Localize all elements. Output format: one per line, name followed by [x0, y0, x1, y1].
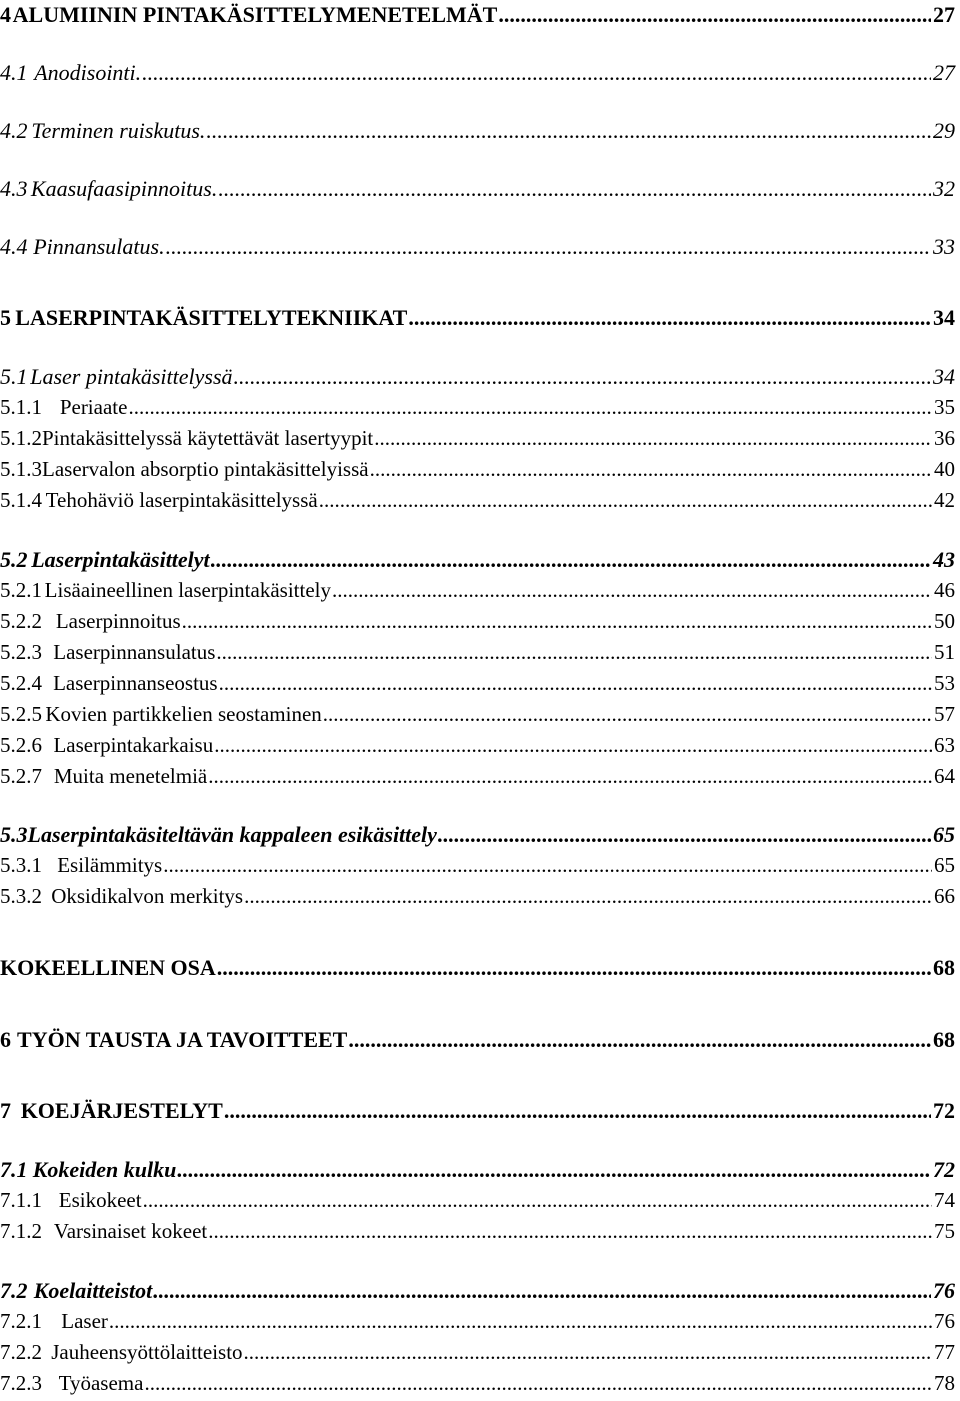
toc-entry-title: Koelaitteistot: [33, 1278, 153, 1303]
toc-entry-page: 76: [934, 1309, 955, 1333]
toc-entry-number: 5.3: [0, 822, 28, 847]
toc-entry-title: Varsinaiset kokeet: [53, 1219, 208, 1243]
toc-entry-page: 51: [934, 640, 955, 664]
dot-leader: [211, 547, 931, 573]
toc-entry-number: 7.1.2: [0, 1219, 42, 1243]
dot-leader: [319, 488, 932, 513]
toc-entry-page: 76: [933, 1278, 955, 1303]
toc-entry-title: Terminen ruiskutus.: [31, 118, 206, 143]
toc-entry-page: 78: [934, 1371, 955, 1395]
dot-leader: [208, 764, 932, 789]
toc-entry-number: 7.2.1: [0, 1309, 42, 1333]
dot-leader: [182, 609, 932, 634]
dot-leader: [332, 578, 932, 603]
toc-entry-title: Työasema: [58, 1371, 144, 1395]
toc-entry-page: 65: [934, 853, 955, 877]
toc-entry-number: 5.1.2: [0, 426, 42, 450]
toc-entry-page: 77: [934, 1340, 955, 1364]
dot-leader: [208, 1219, 932, 1244]
toc-entry-title: Anodisointi.: [34, 60, 142, 85]
toc-entry-title: Pinnansulatus.: [33, 234, 165, 259]
toc-entry-number: 5.2: [0, 547, 28, 572]
toc-entry-number: 5.3.1: [0, 853, 42, 877]
toc-entry[interactable]: [0, 578, 955, 603]
dot-leader: [498, 2, 931, 28]
toc-entry-page: 74: [934, 1188, 955, 1212]
toc-entry-page: 32: [933, 176, 955, 201]
toc-entry-number: 5.2.1: [0, 578, 42, 602]
toc-entry-number: 5.1.4: [0, 488, 42, 512]
toc-entry[interactable]: [0, 305, 955, 331]
toc-entry-page: 36: [934, 426, 955, 450]
toc-entry-page: 27: [933, 60, 955, 85]
toc-entry[interactable]: [0, 1371, 955, 1396]
toc-entry-title: Jauheensyöttölaitteisto: [51, 1340, 243, 1364]
toc-entry[interactable]: [0, 1027, 955, 1053]
toc-entry[interactable]: [0, 702, 955, 727]
toc-entry[interactable]: [0, 733, 955, 758]
toc-entry-title: LASERPINTAKÄSITTELYTEKNIIKAT: [15, 305, 408, 330]
toc-entry-number: 5.2.4: [0, 671, 42, 695]
toc-entry-page: 46: [934, 578, 955, 602]
dot-leader: [323, 702, 932, 727]
dot-leader: [142, 60, 931, 86]
toc-entry-page: 27: [933, 2, 955, 27]
dot-leader: [177, 1157, 931, 1183]
toc-entry-title: Kokeiden kulku: [32, 1157, 177, 1182]
toc-entry-number: 5.2.5: [0, 702, 42, 726]
toc-entry-title: Laserpinnansulatus: [53, 640, 216, 664]
toc-entry-number: 7.2.2: [0, 1340, 42, 1364]
toc-entry-page: 34: [933, 364, 955, 389]
toc-entry[interactable]: [0, 609, 955, 634]
toc-entry-page: 66: [934, 884, 955, 908]
toc-entry-page: 42: [934, 488, 955, 512]
toc-entry[interactable]: [0, 884, 955, 909]
toc-entry-title: Esilämmitys: [57, 853, 163, 877]
toc-entry-page: 68: [933, 955, 955, 980]
toc-entry-number: 4.4: [0, 234, 28, 259]
toc-entry-number: 5.2.2: [0, 609, 42, 633]
toc-entry-number: 5.2.7: [0, 764, 42, 788]
toc-entry-number: 7.1: [0, 1157, 28, 1182]
toc-entry-title: Periaate: [59, 395, 128, 419]
toc-entry-title: Oksidikalvon merkitys: [51, 884, 244, 908]
toc-entry-title: TYÖN TAUSTA JA TAVOITTEET: [17, 1027, 348, 1052]
toc-entry-page: 68: [933, 1027, 955, 1052]
toc-entry-title: Laserpintakäsittelyt: [31, 547, 210, 572]
dot-leader: [370, 457, 932, 482]
toc-entry-title: Laser pintakäsittelyssä: [30, 364, 233, 389]
dot-leader: [206, 118, 931, 144]
toc-entry[interactable]: [0, 176, 955, 202]
toc-entry-title: KOEJÄRJESTELYT: [20, 1098, 223, 1123]
dot-leader: [244, 884, 932, 909]
toc-entry-number: 5.1.1: [0, 395, 42, 419]
toc-entry-number: 5.2.3: [0, 640, 42, 664]
toc-entry-page: 65: [933, 822, 955, 847]
dot-leader: [144, 1371, 932, 1396]
toc-entry-title: Laserpintakäsiteltävän kappaleen esikäsittely: [27, 822, 437, 847]
dot-leader: [374, 426, 932, 451]
toc-entry[interactable]: [0, 1098, 955, 1124]
dot-leader: [128, 395, 932, 420]
toc-entry-title: Kovien partikkelien seostaminen: [45, 702, 322, 726]
toc-entry-number: 5.2.6: [0, 733, 42, 757]
toc-entry-title: Lisäaineellinen laserpintakäsittely: [44, 578, 331, 602]
toc-entry-number: 7.2.3: [0, 1371, 42, 1395]
dot-leader: [153, 1278, 931, 1304]
toc-entry-page: 75: [934, 1219, 955, 1243]
toc-entry[interactable]: [0, 426, 955, 451]
toc-entry-number: 4.1: [0, 60, 28, 85]
toc-entry-title: Laserpinnanseostus: [53, 671, 218, 695]
toc-entry-page: 29: [933, 118, 955, 143]
toc-entry-page: 35: [934, 395, 955, 419]
toc-entry[interactable]: [0, 1309, 955, 1334]
toc-entry-title: Esikokeet: [58, 1188, 142, 1212]
toc-entry[interactable]: [0, 1188, 955, 1213]
toc-entry[interactable]: [0, 1278, 955, 1304]
toc-entry-number: 7.1.1: [0, 1188, 42, 1212]
toc-entry-title: Laserpintakarkaisu: [53, 733, 214, 757]
toc-entry-title: Laservalon absorptio pintakäsittelyissä: [42, 457, 369, 481]
dot-leader: [438, 822, 931, 848]
toc-entry-page: 40: [934, 457, 955, 481]
dot-leader: [224, 1098, 931, 1124]
dot-leader: [348, 1027, 931, 1053]
dot-leader: [219, 671, 932, 696]
toc-entry-number: 7.2: [0, 1278, 28, 1303]
toc-entry[interactable]: [0, 118, 955, 144]
toc-entry[interactable]: [0, 2, 955, 28]
toc-entry-number: 5.1.3: [0, 457, 42, 481]
dot-leader: [217, 955, 931, 981]
toc-entry-title: Laserpinnoitus: [55, 609, 181, 633]
toc-entry-title: Laser: [61, 1309, 108, 1333]
toc-entry-title: KOKEELLINEN OSA: [0, 955, 216, 980]
dot-leader: [143, 1188, 932, 1213]
toc-entry[interactable]: [0, 547, 955, 573]
toc-entry[interactable]: [0, 234, 955, 260]
dot-leader: [163, 853, 932, 878]
toc-entry-number: 5: [0, 305, 11, 330]
toc-entry[interactable]: [0, 60, 955, 86]
toc-entry[interactable]: [0, 364, 955, 390]
toc-entry[interactable]: [0, 395, 955, 420]
dot-leader: [216, 640, 932, 665]
dot-leader: [109, 1309, 932, 1334]
toc-entry[interactable]: [0, 822, 955, 848]
toc-entry[interactable]: [0, 1219, 955, 1244]
toc-entry[interactable]: [0, 671, 955, 696]
dot-leader: [234, 364, 931, 390]
toc-entry-number: 6: [0, 1027, 11, 1052]
toc-entry[interactable]: [0, 640, 955, 665]
toc-entry-number: 5.3.2: [0, 884, 42, 908]
toc-entry-title: Pintakäsittelyssä käytettävät lasertyypit: [42, 426, 374, 450]
toc-entry-number: 4: [0, 2, 11, 27]
toc-entry-page: 34: [933, 305, 955, 330]
toc-entry-page: 53: [934, 671, 955, 695]
toc-entry-page: 72: [933, 1098, 955, 1123]
toc-entry-page: 72: [933, 1157, 955, 1182]
toc-entry-number: 4.2: [0, 118, 28, 143]
toc-entry[interactable]: [0, 955, 955, 981]
toc-entry-page: 50: [934, 609, 955, 633]
toc-entry-title: Kaasufaasipinnoitus.: [30, 176, 218, 201]
toc-entry-title: Muita menetelmiä: [53, 764, 208, 788]
toc-entry-page: 64: [934, 764, 955, 788]
dot-leader: [218, 176, 931, 202]
toc-entry-page: 43: [933, 547, 955, 572]
dot-leader: [244, 1340, 932, 1365]
toc-entry-page: 33: [933, 234, 955, 259]
toc-entry-number: 5.1: [0, 364, 28, 389]
toc-entry-number: 4.3: [0, 176, 28, 201]
toc-entry-page: 57: [934, 702, 955, 726]
dot-leader: [408, 305, 931, 331]
toc-entry-title: ALUMIININ PINTAKÄSITTELYMENETELMÄT: [12, 2, 498, 27]
toc-entry[interactable]: [0, 764, 955, 789]
toc-entry-title: Tehohäviö laserpintakäsittelyssä: [45, 488, 318, 512]
toc-entry[interactable]: [0, 488, 955, 513]
toc-entry-page: 63: [934, 733, 955, 757]
toc-entry-number: 7: [0, 1098, 11, 1123]
dot-leader: [166, 234, 931, 260]
toc-entry[interactable]: [0, 1340, 955, 1365]
toc-entry[interactable]: [0, 457, 955, 482]
toc-entry[interactable]: [0, 853, 955, 878]
dot-leader: [214, 733, 932, 758]
toc-entry[interactable]: [0, 1157, 955, 1183]
